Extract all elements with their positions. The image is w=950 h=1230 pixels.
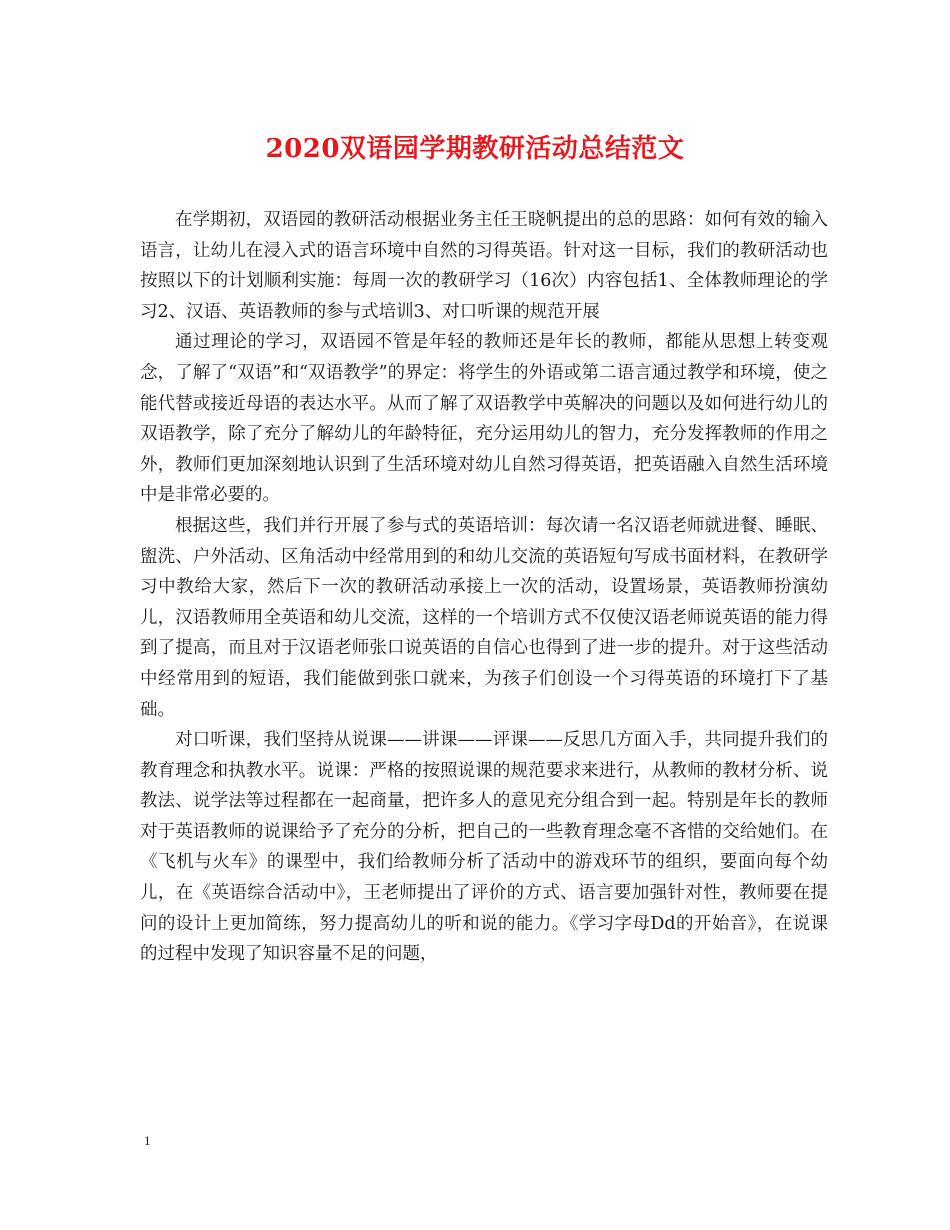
paragraph-2: 通过理论的学习，双语园不管是年轻的教师还是年长的教师，都能从思想上转变观念，了解了“双语”和“双语教学”的界定：将学生的外语或第二语言通过教学和环境，使之能代替或接近母语的表达水平。从而了解了双语教学中英解决的问题以及如何进行幼儿的双语教学，除了充分了解幼儿的年龄特征，充分运用幼儿的智力，充分发挥教师的作用之外，教师们更加深刻地认识到了生活环境对幼儿自然习得英语，把英语融入自然生活环境中是非常必要的。 (140, 332, 828, 506)
document-body (140, 205, 828, 970)
paragraph-3: 根据这些，我们并行开展了参与式的英语培训：每次请一名汉语老师就进餐、睡眠、盥洗、户外活动、区角活动中经常用到的和幼儿交流的英语短句写成书面材料，在教研学习中教给大家，然后下一次的教研活动承接上一次的活动，设置场景，英语教师扮演幼儿，汉语教师用全英语和幼儿交流，这样的一个培训方式不仅使汉语老师说英语的能力得到了提高，而且对于汉语老师张口说英语的自信心也得到了进一步的提升。对于这些活动中经常用到的短语，我们能做到张口就来，为孩子们创设一个习得英语的环境打下了基础。 (140, 515, 828, 720)
page-number: 1 (144, 1133, 151, 1148)
paragraph-1: 在学期初，双语园的教研活动根据业务主任王晓帆提出的总的思路：如何有效的输入语言，让幼儿在浸入式的语言环境中自然的习得英语。针对这一目标，我们的教研活动也按照以下的计划顺利实施：每周一次的教研学习（16次）内容包括1、全体教师理论的学习2、汉语、英语教师的参与式培训3、对口听课的规范开展 (140, 210, 828, 322)
paragraph-4: 对口听课，我们坚持从说课——讲课——评课——反思几方面入手，共同提升我们的教育理念和执教水平。说课：严格的按照说课的规范要求来进行，从教师的教材分析、说教法、说学法等过程都在一起商量，把许多人的意见充分组合到一起。特别是年长的教师对于英语教师的说课给予了充分的分析，把自己的一些教育理念毫不吝惜的交给她们。在《飞机与火车》的课型中，我们给教师分析了活动中的游戏环节的组织，要面向每个幼儿，在《英语综合活动中》，王老师提出了评价的方式、语言要加强针对性，教师要在提问的设计上更加简练，努力提高幼儿的听和说的能力。《学习字母Dd的开始音》，在说课的过程中发现了知识容量不足的问题， (140, 730, 828, 965)
document-title: 2020双语园学期教研活动总结范文 (265, 134, 685, 164)
